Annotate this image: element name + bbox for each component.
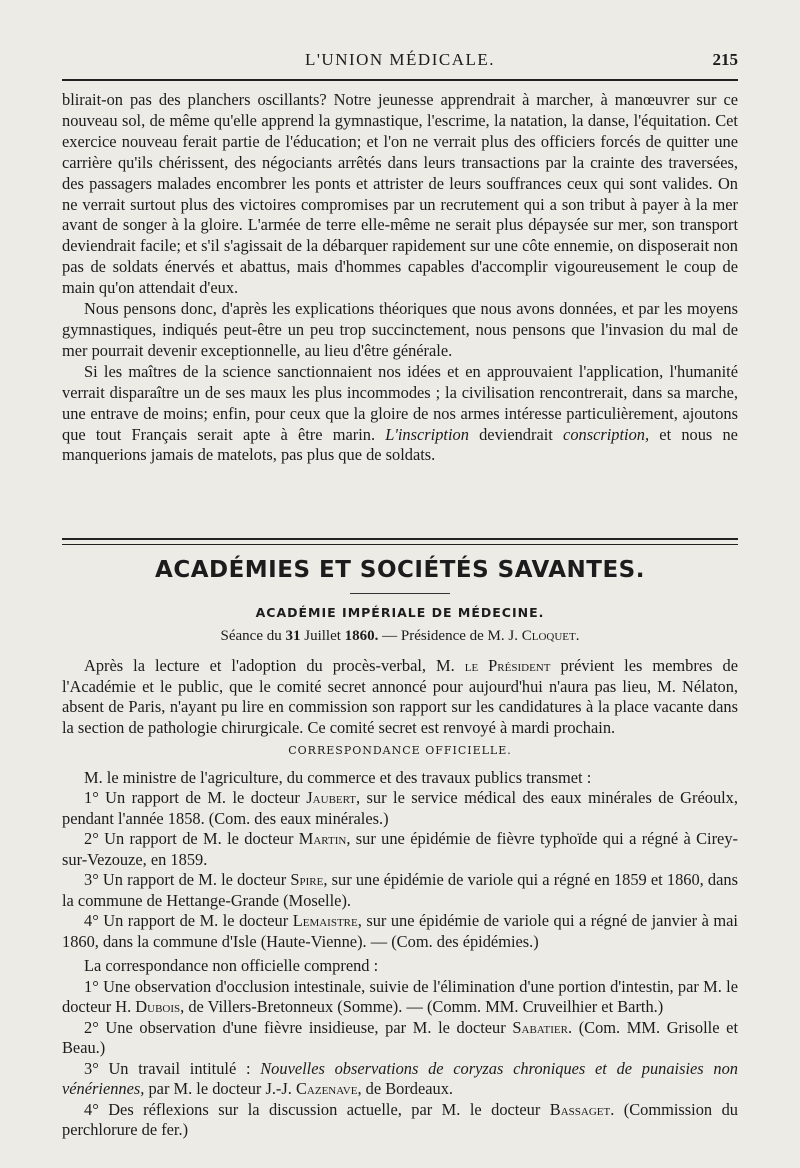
- session-date: 31: [285, 628, 301, 644]
- text-run: 2° Un rapport de M. le docteur: [84, 829, 294, 848]
- list-item: [62, 1100, 738, 1141]
- president-name: Cloquet.: [521, 628, 580, 644]
- small-caps: Sabatier: [512, 1017, 568, 1037]
- text-run: , sur une épidémie de variole qui a régné de janvier à mai 1860, dans la commune d'Isle (Haute-Vienne). — (Com. des épidémies.): [62, 911, 738, 951]
- text-run: prévient les membres de l'Académie et le public, que le comité secret annoncé pour aujourd'hui n'aura pas lieu, M. Nélaton, absent de Paris, n'ayant pu lire en commission son rapport sur les candidatures à la place vacante dans la section de pathologie chirurgicale. Ce comité secret est renvoyé à mardi prochain.: [62, 656, 738, 737]
- text-run: — Présidence de M. J.: [382, 628, 518, 644]
- session-line: [62, 628, 738, 645]
- section-title: ACADÉMIES ET SOCIÉTÉS SAVANTES.: [155, 557, 645, 583]
- text-run: , de Bordeaux.: [357, 1079, 454, 1098]
- text-run: , de Villers-Bretonneux (Somme). — (Comm. MM. Cruveilhier et Barth.): [180, 997, 664, 1016]
- paragraph: [62, 362, 738, 467]
- list-item: [62, 829, 738, 870]
- paragraph: [62, 656, 738, 738]
- academy-heading: ACADÉMIE IMPÉRIALE DE MÉDECINE.: [255, 605, 545, 620]
- text-run: . (Commission du perchlorure de fer.): [62, 1099, 738, 1139]
- article-body: [62, 90, 738, 466]
- text-run: deviendrait: [479, 424, 553, 444]
- text-run: 3° Un rapport de M. le docteur: [84, 870, 287, 889]
- small-caps: Martin: [298, 829, 347, 848]
- section-rule: [62, 538, 738, 545]
- paragraph: La correspondance non officielle comprend :: [84, 956, 379, 975]
- subheading: CORRESPONDANCE OFFICIELLE.: [288, 744, 512, 757]
- session-body: [62, 656, 738, 1141]
- italic-text: conscription,: [563, 424, 650, 444]
- text-run: par M. le docteur J.-J.: [148, 1079, 292, 1098]
- section-underline: [350, 593, 450, 594]
- text-run: 1° Un rapport de M. le docteur: [84, 788, 300, 807]
- text-run: 4° Un rapport de M. le docteur: [84, 911, 289, 930]
- small-caps: Spire: [290, 870, 324, 889]
- list-item: [62, 1018, 738, 1059]
- small-caps: le Président: [464, 656, 551, 675]
- text-run: Séance du: [220, 628, 282, 644]
- session-year: 1860.: [344, 628, 379, 644]
- text-run: , sur le service médical des eaux minérales de Gréoulx, pendant l'année 1858. (Com. des eaux minérales.): [62, 788, 738, 828]
- paragraph: Nous pensons donc, d'après les explications théoriques que nous avons données, et par les moyens gymnastiques, indiqués peut-être un peu trop succinctement, nous pensons que l'invasion du mal de mer pourrait devenir exceptionnelle, au lieu d'être générale.: [62, 299, 738, 360]
- text-run: 2° Une observation d'une fièvre insidieuse, par M. le docteur: [84, 1017, 506, 1037]
- text-run: , sur une épidémie de fièvre typhoïde qui a régné à Cirey-sur-Vezouze, en 1859.: [62, 829, 738, 869]
- text-run: Si les maîtres de la science sanctionnaient nos idées et en approuvaient l'application, l'humanité verrait disparaître un de ses maux les plus incommodes ; la civilisation rencontrerait, dans sa marche, une entrave de moins; enfin, pour ceux que la gloire de nos armes intéresse particulièrement, ajoutons que tout Français serait apte à être marin.: [62, 361, 738, 444]
- text-run: Juillet: [304, 628, 341, 644]
- small-caps: Bassaget: [549, 1099, 611, 1119]
- text-run: . (Com. MM. Grisolle et Beau.): [62, 1017, 738, 1057]
- text-run: , sur une épidémie de variole qui a régné en 1859 et 1860, dans la commune de Hettange-Grande (Moselle).: [62, 870, 738, 910]
- list-item: [62, 870, 738, 911]
- journal-title: L'UNION MÉDICALE.: [304, 50, 496, 69]
- running-header: [62, 46, 738, 76]
- small-caps: Jaubert: [306, 788, 357, 807]
- header-rule: [62, 79, 738, 81]
- italic-text: L'inscription: [385, 424, 469, 444]
- small-caps: Lemaistre: [292, 911, 358, 930]
- list-item: [62, 977, 738, 1018]
- paragraph: M. le ministre de l'agriculture, du commerce et des travaux publics transmet :: [84, 767, 592, 787]
- small-caps: Cazenave: [295, 1079, 358, 1098]
- list-item: [62, 1059, 738, 1100]
- text-run: 4° Des réflexions sur la discussion actuelle, par M. le docteur: [84, 1099, 541, 1119]
- text-run: 1° Une observation d'occlusion intestinale, suivie de l'élimination d'une portion d'intestin, par M. le docteur H.: [62, 976, 738, 1016]
- text-run: et nous ne manquerions jamais de matelots, pas plus que de soldats.: [62, 424, 738, 465]
- page-number: 215: [712, 50, 738, 69]
- text-run: Après la lecture et l'adoption du procès-verbal, M.: [84, 656, 455, 675]
- text-run: 3° Un travail intitulé :: [84, 1058, 251, 1078]
- italic-text: Nouvelles observations de coryzas chroniques et de punaisies non vénériennes,: [62, 1058, 738, 1098]
- list-item: [62, 911, 738, 952]
- paragraph: blirait-on pas des planchers oscillants? Notre jeunesse apprendrait à marcher, à manœuvrer sur ce nouveau sol, de même qu'elle apprend la gymnastique, l'escrime, la natation, la danse, l'équitation. Cet exercice nouveau ferait partie de l'éducation; et l'on ne verrait plus des officiers forcés de quitter une carrière qu'ils chérissent, des négociants arrêtés dans leurs transactions par la crainte des traversées, des passagers malades encombrer les ponts et attrister de leurs souffrances ceux qui sont valides. On ne verrait surtout plus des victoires compromises par un recrutement qui a son tribut à payer à la mer avant de songer à la gloire. L'armée de terre elle-même ne serait plus dépaysée sur mer, son transport deviendrait facile; et s'il s'agissait de la débarquer rapidement sur une côte ennemie, on disposerait non pas de soldats énervés et abattus, mais d'hommes capables d'accomplir vigoureusement le coup de main qu'on attendait d'eux.: [62, 90, 738, 298]
- small-caps: Dubois: [135, 997, 181, 1016]
- list-item: [62, 788, 738, 829]
